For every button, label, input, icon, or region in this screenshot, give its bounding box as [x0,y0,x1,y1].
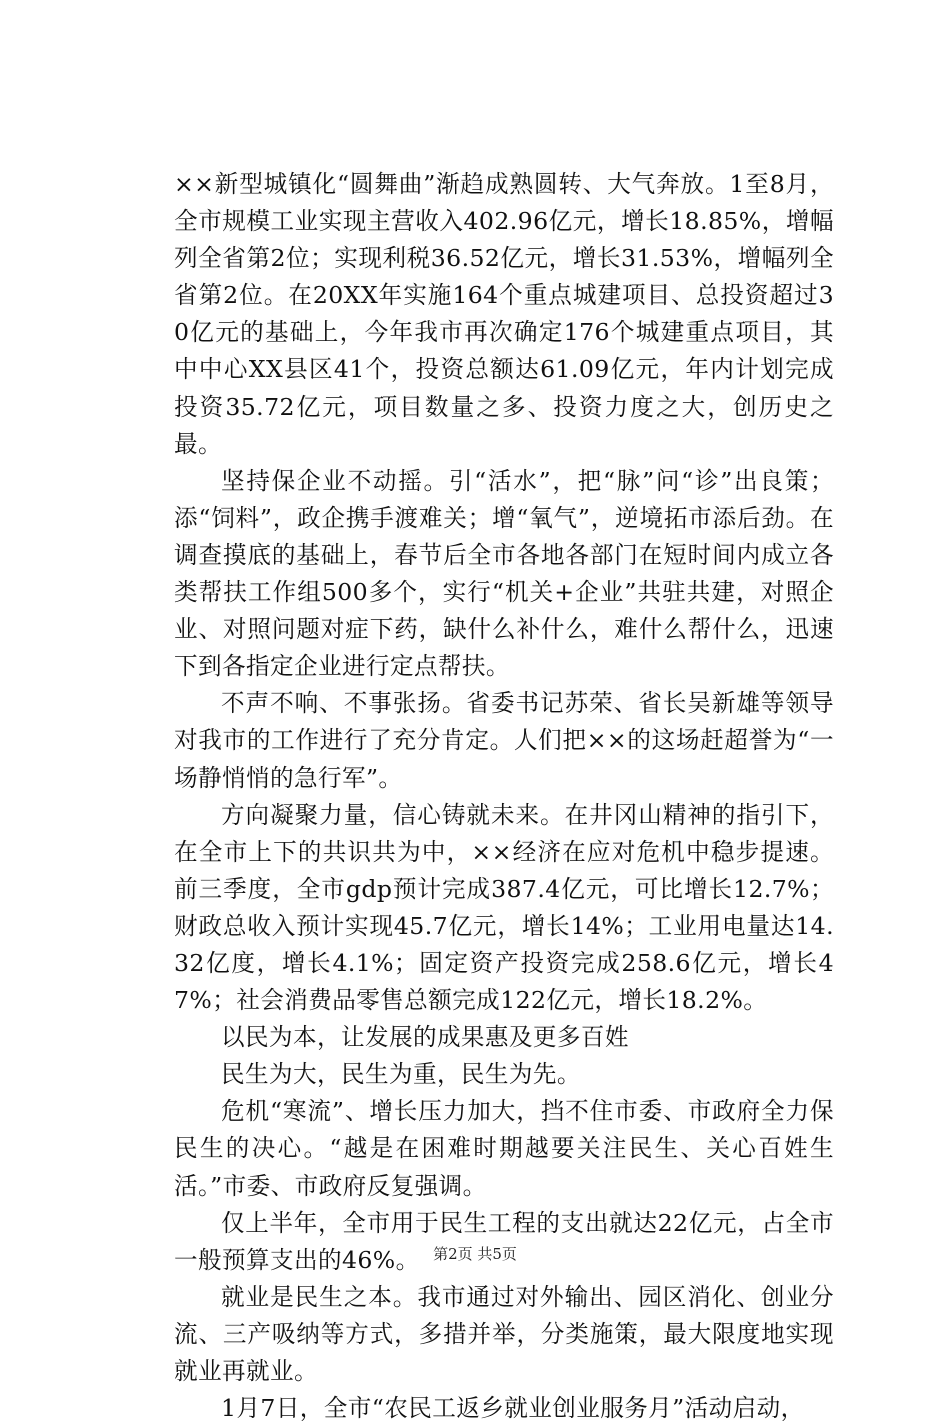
paragraph-9: 就业是民生之本。我市通过对外输出、园区消化、创业分流、三产吸纳等方式，多措并举，分类施策，最大限度地实现就业再就业。 [174,1282,834,1385]
paragraph-2: 坚持保企业不动摇。引“活水”，把“脉”问“诊”出良策；添“饲料”，政企携手渡难关；增“氧气”，逆境拓市添后劲。在调查摸底的基础上，春节后全市各地各部门在短时间内成立各类帮扶工作组500多个，实行“机关+企业”共驻共建，对照企业、对照问题对症下药，缺什么补什么，难什么帮什么，迅速下到各指定企业进行定点帮扶。 [174,466,834,681]
paragraph-1: ××新型城镇化“圆舞曲”渐趋成熟圆转、大气奔放。1至8月，全市规模工业实现主营收入402.96亿元，增长18.85%，增幅列全省第2位；实现利税36.52亿元，增长31.53%，增幅列全省第2位。在20XX年实施164个重点城建项目、总投资超过30亿元的基础上，今年我市再次确定176个城建重点项目，其中中心XX县区41个，投资总额达61.09亿元，年内计划完成投资35.72亿元，项目数量之多、投资力度之大，创历史之最。 [174,170,834,458]
paragraph-5-heading: 以民为本，让发展的成果惠及更多百姓 [221,1023,629,1052]
paragraph-3: 不声不响、不事张扬。省委书记苏荣、省长吴新雄等领导对我市的工作进行了充分肯定。人们把××的这场赶超誉为“一场静悄悄的急行军”。 [174,689,834,792]
document-body [174,166,834,1427]
paragraph-7: 危机“寒流”、增长压力加大，挡不住市委、市政府全力保民生的决心。“越是在困难时期越要关注民生、关心百姓生活。”市委、市政府反复强调。 [174,1097,834,1200]
paragraph-6: 民生为大，民生为重，民生为先。 [221,1060,581,1089]
paragraph-8: 仅上半年，全市用于民生工程的支出就达22亿元，占全市一般预算支出的46%。 [174,1208,834,1274]
page-number-footer: 第2页 共5页 [433,1245,517,1263]
paragraph-4: 方向凝聚力量，信心铸就未来。在井冈山精神的指引下，在全市上下的共识共为中，××经济在应对危机中稳步提速。前三季度，全市gdp预计完成387.4亿元，可比增长12.7%；财政总收入预计实现45.7亿元，增长14%；工业用电量达14.32亿度，增长4.1%；固定资产投资完成258.6亿元，增长47%；社会消费品零售总额完成122亿元，增长18.2%。 [174,800,834,1015]
paragraph-10: 1月7日，全市“农民工返乡就业创业服务月”活动启动， [221,1394,805,1423]
